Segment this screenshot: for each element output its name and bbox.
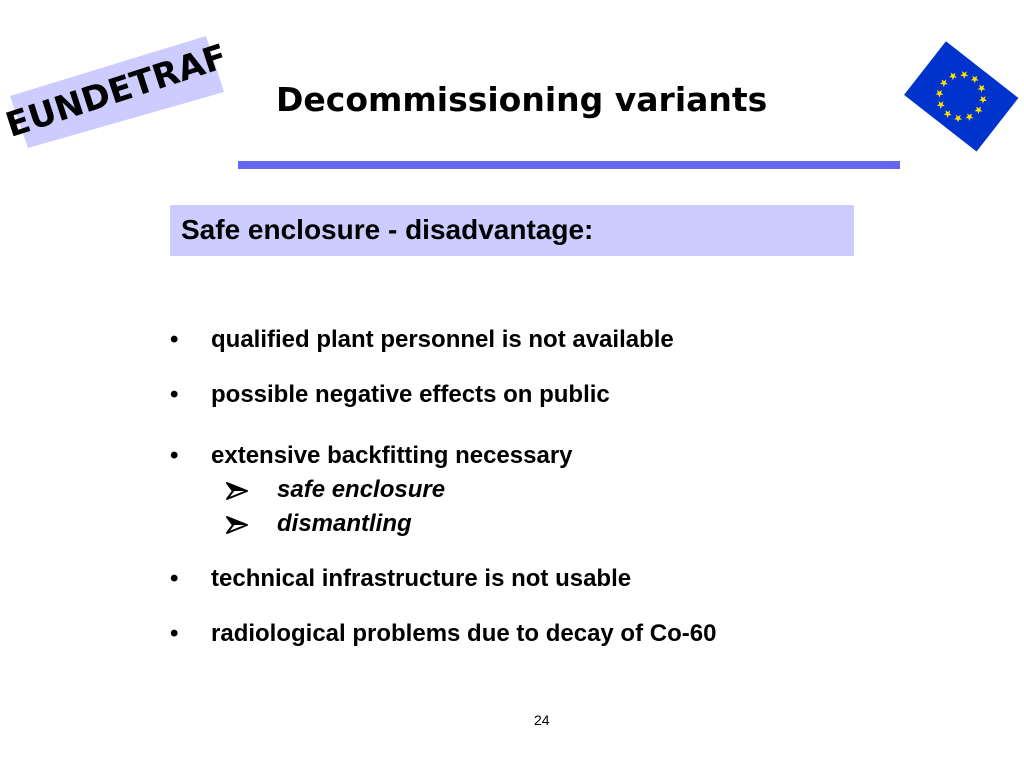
page-number: 24 [534,712,550,728]
slide-title: Decommissioning variants [276,80,768,119]
bullet-text: qualified plant personnel is not available [211,326,674,353]
logo-text: EUNDETRAF [6,36,226,146]
arrow-bullet-icon [226,516,248,534]
sub-bullet-text: safe enclosure [277,476,446,503]
bullet-text: possible negative effects on public [211,381,610,408]
bullet-dot: • [170,381,179,408]
sub-bullet-text: dismantling [277,510,412,537]
eundetraf-logo [6,22,226,152]
title-divider [238,161,900,169]
bullet-text: radiological problems due to decay of Co-60 [211,620,717,647]
bullet-dot: • [170,565,179,592]
bullet-text: extensive backfitting necessary [211,442,573,469]
subtitle-box [170,205,854,256]
bullet-dot: • [170,442,179,469]
bullet-text: technical infrastructure is not usable [211,565,632,592]
bullet-dot: • [170,326,179,353]
bullet-dot: • [170,620,179,647]
arrow-bullet-icon [226,482,248,500]
subtitle-text: Safe enclosure - disadvantage: [181,214,594,245]
eu-flag-icon [896,40,1024,158]
